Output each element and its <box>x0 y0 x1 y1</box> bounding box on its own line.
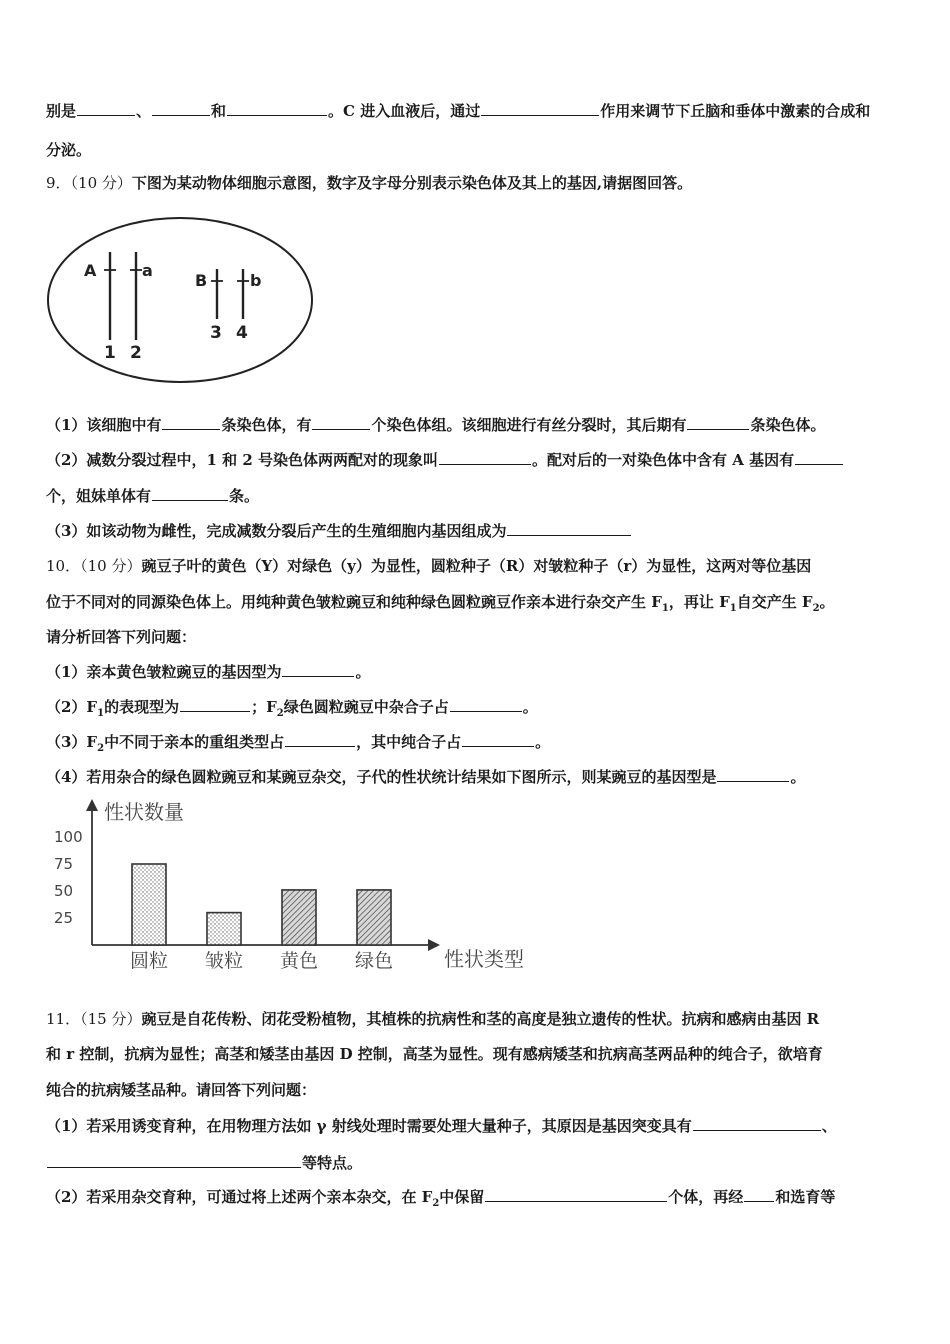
question-11-2: （2）若采用杂交育种，可通过将上述两个亲本杂交，在 $F_2$中保留 个体，再经 和选育等 <box>46 1188 836 1209</box>
question-10-line-2: 位于不同对的同源染色体上。用纯种黄色皱粒豌豆和纯种绿色圆粒豌豆作亲本进行杂交产生 $F_1$，再让 $F_1$自交产生 $F_2$。 <box>46 593 835 614</box>
chromosome-number-1: 1 <box>104 343 116 363</box>
answer-blank[interactable] <box>282 661 354 677</box>
question-10-heading: 10．（10 分）豌豆子叶的黄色（Y）对绿色（y）为显性，圆粒种子（R）对皱粒种子（r）为显性，这两对等位基因 <box>46 557 812 575</box>
question-10-1: （1）亲本黄色皱粒豌豆的基因型为 。 <box>46 663 371 681</box>
x-category-label: 绿色 <box>354 950 394 972</box>
question-10-2: $(2)F_1$的表现型为 ；$F_2$绿色圆粒豌豆中杂合子占 。 <box>46 698 538 719</box>
answer-blank[interactable] <box>450 696 522 712</box>
answer-blank[interactable] <box>795 449 843 465</box>
bar-4 <box>357 890 391 945</box>
cell-outline <box>48 218 312 382</box>
answer-blank[interactable] <box>439 449 531 465</box>
y-tick-label: 50 <box>54 882 74 900</box>
answer-blank[interactable] <box>481 100 599 116</box>
x-category-label: 圆粒 <box>129 950 169 972</box>
y-tick-label: 25 <box>54 909 74 927</box>
answer-blank[interactable] <box>77 100 135 116</box>
answer-blank[interactable] <box>462 731 534 747</box>
question-11-heading: 11．（15 分）豌豆是自花传粉、闭花受粉植物，其植株的抗病性和茎的高度是独立遗传的性状。抗病和感病由基因 R <box>46 1010 820 1028</box>
question-9-1: （1）该细胞中有 条染色体，有 个染色体组。该细胞进行有丝分裂时，其后期有 条染色体。 <box>46 416 826 434</box>
cell-diagram <box>44 212 314 388</box>
answer-blank[interactable] <box>507 520 631 536</box>
bar-1 <box>132 864 166 945</box>
answer-blank[interactable] <box>693 1115 821 1131</box>
question-10-3: $(3)F_2$中不同于亲本的重组类型占 ，其中纯合子占 。 <box>46 733 551 754</box>
bar-2 <box>207 913 241 945</box>
answer-blank[interactable] <box>485 1186 667 1202</box>
answer-blank[interactable] <box>180 696 250 712</box>
question-9-3: （3）如该动物为雌性，完成减数分裂后产生的生殖细胞内基因组成为 <box>46 520 910 542</box>
answer-blank[interactable] <box>285 731 355 747</box>
question-9-2-cont: 个，姐妹单体有 条。 <box>46 487 260 505</box>
answer-blank[interactable] <box>744 1186 774 1202</box>
chromosome-number-4: 4 <box>236 323 248 343</box>
question-11-line-2: 和 r 控制，抗病为显性；高茎和矮茎由基因 D 控制，高茎为显性。现有感病矮茎和抗病高茎两品种的纯合子，欲培育 <box>46 1045 823 1063</box>
gene-label-a: a <box>142 261 153 280</box>
answer-blank[interactable] <box>162 414 220 430</box>
trait-bar-chart <box>50 795 550 980</box>
answer-blank[interactable] <box>152 100 210 116</box>
x-category-label: 黄色 <box>279 950 319 972</box>
x-category-label: 皱粒 <box>204 950 244 972</box>
answer-blank[interactable] <box>717 766 789 782</box>
y-axis-label: 性状数量 <box>104 800 184 824</box>
x-axis-arrow <box>428 939 440 951</box>
text-line-2: 分泌。 <box>46 141 92 159</box>
answer-blank[interactable] <box>312 414 370 430</box>
question-11-line-3: 纯合的抗病矮茎品种。请回答下列问题： <box>46 1081 317 1099</box>
answer-blank[interactable] <box>47 1152 301 1168</box>
x-axis-label: 性状类型 <box>444 947 524 971</box>
question-9-2: （2）减数分裂过程中，1 和 2 号染色体两两配对的现象叫 。配对后的一对染色体中含有 A 基因有 <box>46 449 910 471</box>
question-11-1-cont: 等特点。 <box>46 1152 910 1174</box>
y-tick-label: 75 <box>54 855 74 873</box>
gene-label-b: b <box>250 271 262 290</box>
y-tick-label: 100 <box>54 828 83 846</box>
question-10-line-3: 请分析回答下列问题： <box>46 628 197 646</box>
chromosome-number-2: 2 <box>130 343 142 363</box>
answer-blank[interactable] <box>227 100 327 116</box>
answer-blank[interactable] <box>152 485 228 501</box>
gene-label-A: A <box>84 261 97 280</box>
chromosome-number-3: 3 <box>210 323 222 343</box>
y-axis-arrow <box>86 799 98 811</box>
gene-label-B: B <box>195 271 208 290</box>
question-9-heading: 9．（10 分）下图为某动物体细胞示意图，数字及字母分别表示染色体及其上的基因,请据图回答。 <box>46 174 693 192</box>
question-11-1: （1）若采用诱变育种，在用物理方法如 γ 射线处理时需要处理大量种子，其原因是基因突变具有 、 <box>46 1117 837 1135</box>
bar-3 <box>282 890 316 945</box>
text-line-1: 别是 、 和 。C 进入血液后，通过 作用来调节下丘脑和垂体中激素的合成和 <box>46 102 871 120</box>
answer-blank[interactable] <box>687 414 749 430</box>
question-10-4: （4）若用杂合的绿色圆粒豌豆和某豌豆杂交，子代的性状统计结果如下图所示，则某豌豆的基因型是 。 <box>46 768 806 786</box>
